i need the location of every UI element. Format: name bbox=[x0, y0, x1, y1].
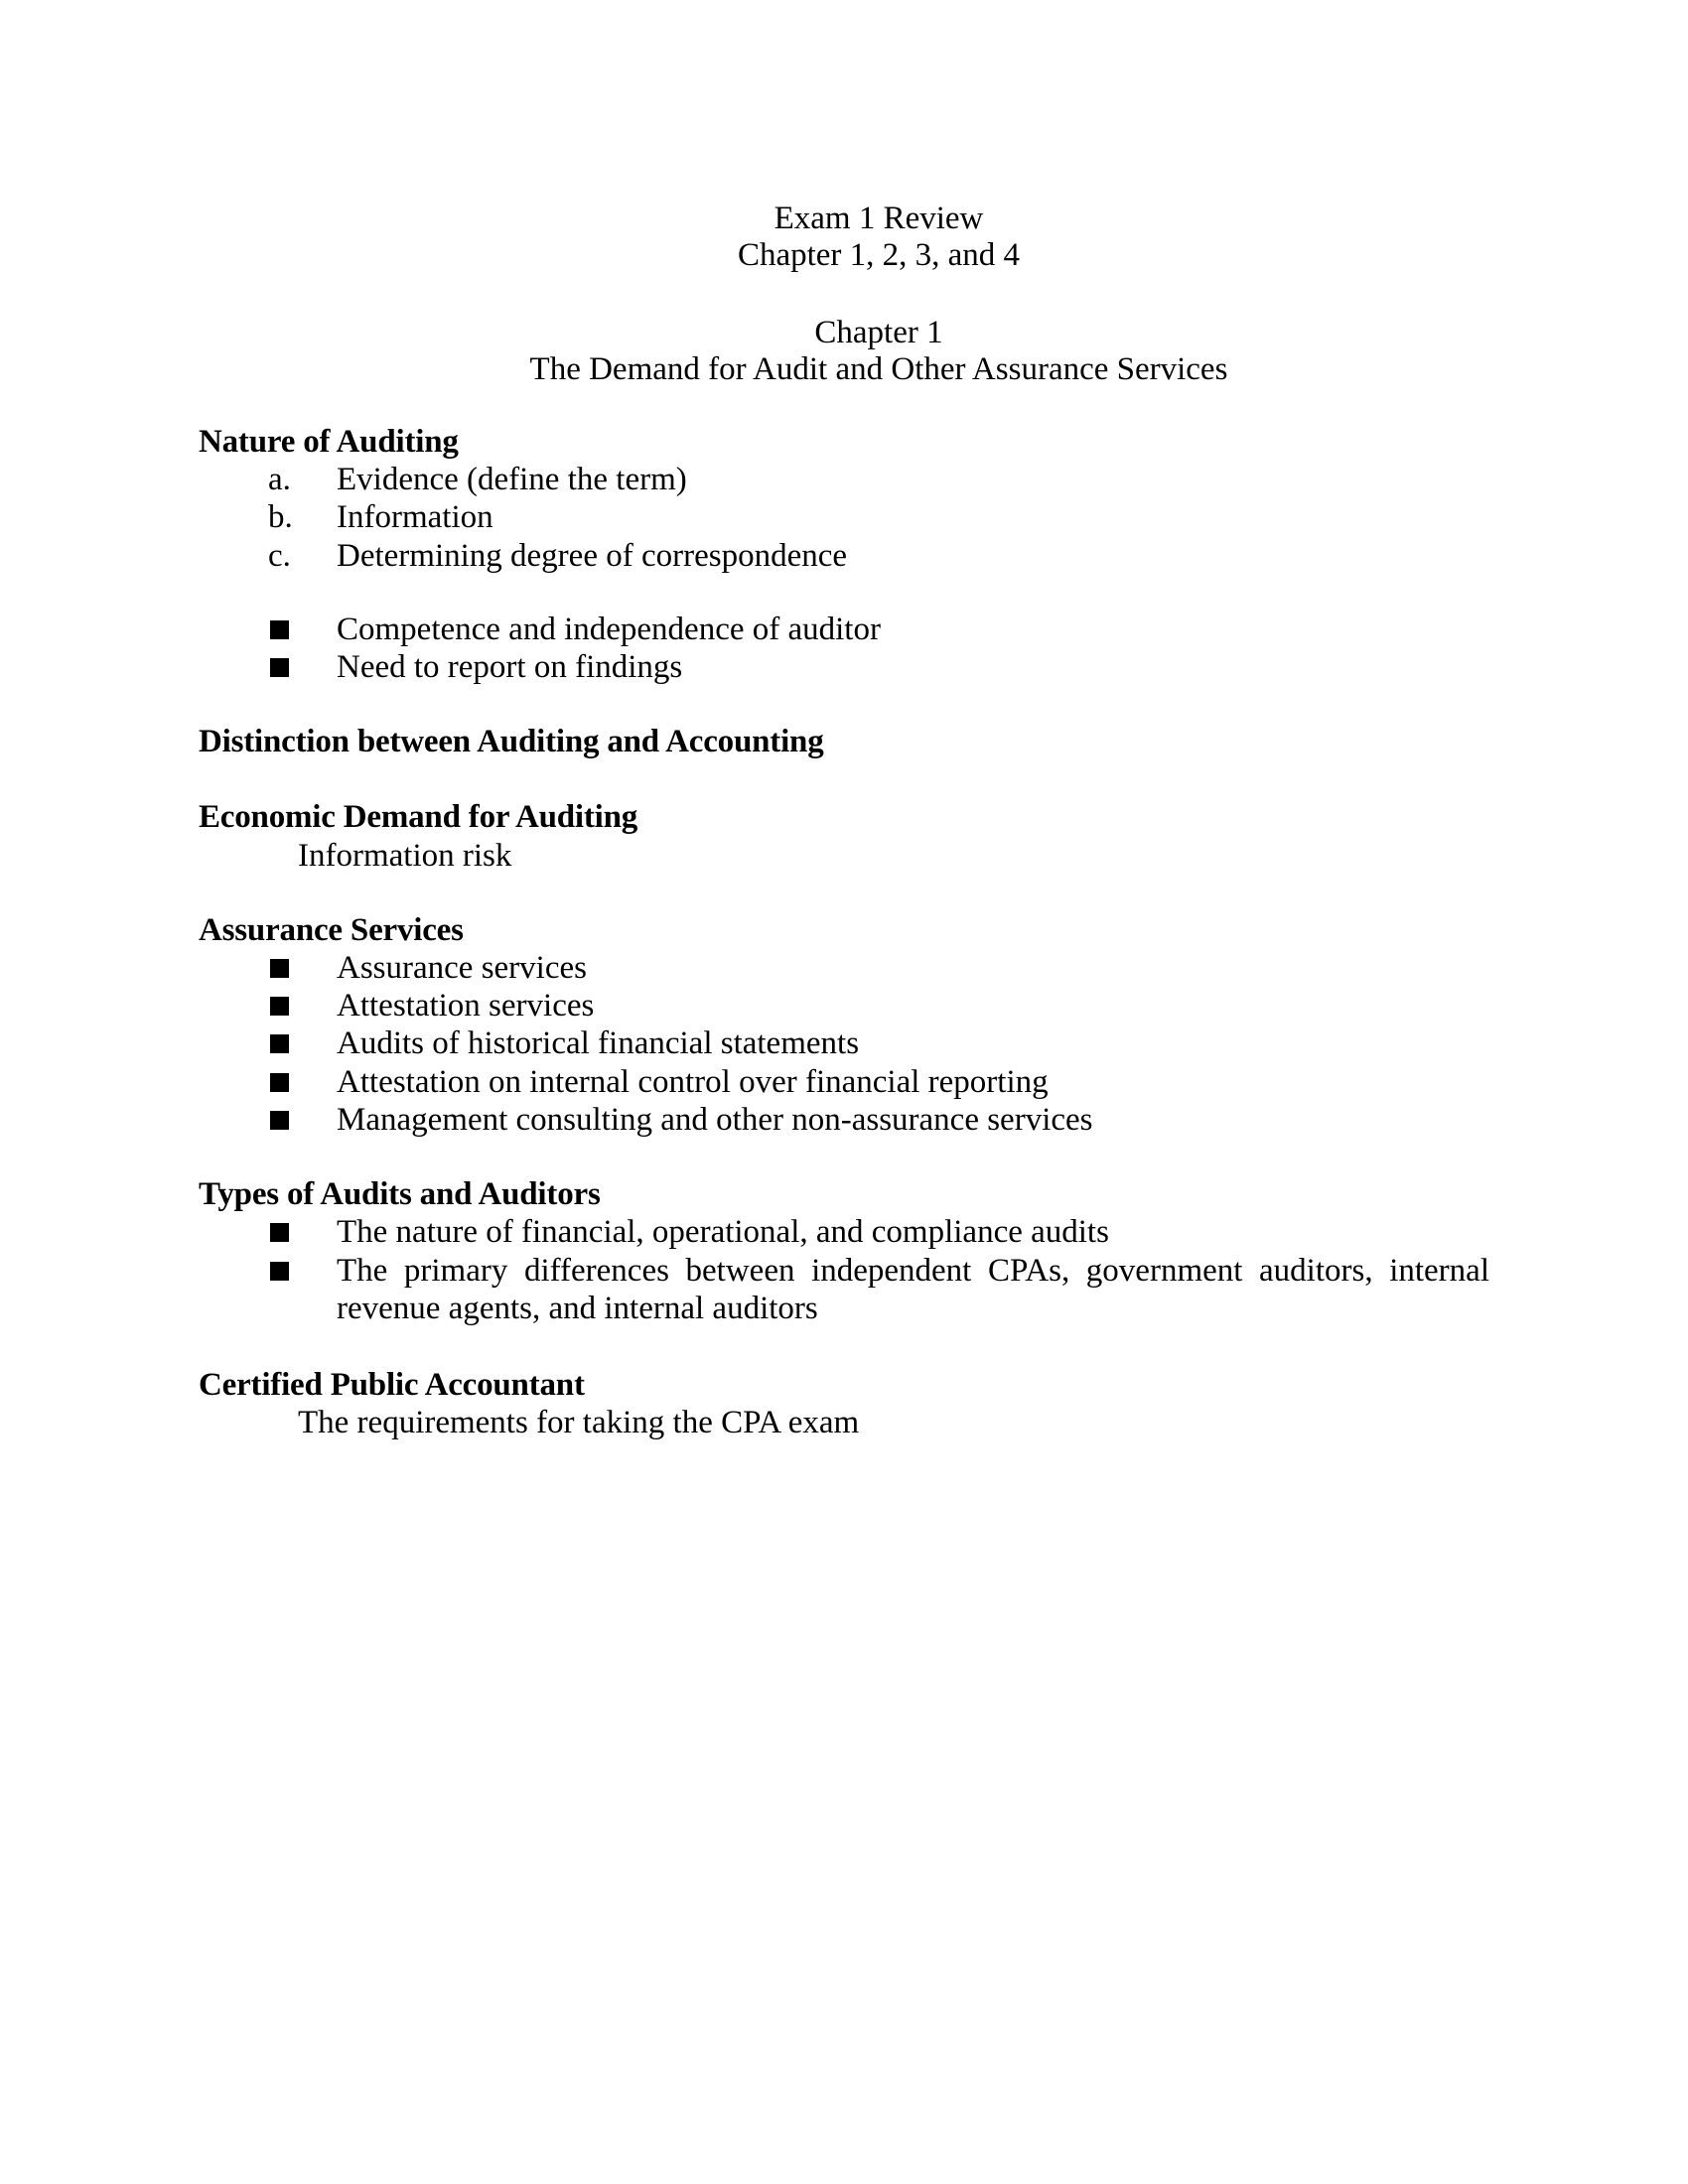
list-item-historical-audits: Audits of historical financial statements bbox=[337, 1025, 860, 1061]
list-item-evidence: Evidence (define the term) bbox=[337, 462, 687, 497]
square-bullet-icon bbox=[270, 1073, 289, 1092]
section-heading-cpa: Certified Public Accountant bbox=[199, 1367, 585, 1403]
section-heading-types-of-audits: Types of Audits and Auditors bbox=[199, 1176, 601, 1212]
section-heading-assurance-services: Assurance Services bbox=[199, 912, 464, 948]
chapter-label: Chapter 1 bbox=[814, 315, 943, 350]
section-heading-distinction: Distinction between Auditing and Accounting bbox=[199, 724, 824, 759]
information-risk-text: Information risk bbox=[298, 838, 512, 874]
list-marker-c: c. bbox=[268, 538, 291, 574]
list-item-primary-differences-continued: revenue agents, and internal auditors bbox=[337, 1291, 818, 1326]
cpa-requirements-text: The requirements for taking the CPA exam bbox=[298, 1405, 860, 1440]
list-item-internal-control: Attestation on internal control over financial reporting bbox=[337, 1064, 1049, 1100]
square-bullet-icon bbox=[270, 997, 289, 1016]
chapter-title: The Demand for Audit and Other Assurance Services bbox=[529, 351, 1228, 387]
section-heading-nature-of-auditing: Nature of Auditing bbox=[199, 424, 459, 460]
list-item-assurance-services: Assurance services bbox=[337, 950, 587, 986]
square-bullet-icon bbox=[270, 959, 289, 978]
section-heading-economic-demand: Economic Demand for Auditing bbox=[199, 799, 638, 835]
square-bullet-icon bbox=[270, 1262, 289, 1281]
list-item-nature-of-audits: The nature of financial, operational, and compliance audits bbox=[337, 1214, 1109, 1250]
document-title: Exam 1 Review bbox=[774, 201, 984, 236]
list-item-information: Information bbox=[337, 499, 493, 535]
list-item-management-consulting: Management consulting and other non-assurance services bbox=[337, 1102, 1093, 1138]
list-item-attestation-services: Attestation services bbox=[337, 988, 595, 1024]
square-bullet-icon bbox=[270, 1034, 289, 1053]
square-bullet-icon bbox=[270, 1223, 289, 1242]
document-subtitle: Chapter 1, 2, 3, and 4 bbox=[737, 237, 1021, 273]
list-item-competence: Competence and independence of auditor bbox=[337, 612, 881, 647]
square-bullet-icon bbox=[270, 1111, 289, 1130]
list-item-primary-differences: The primary differences between independent CPAs, government auditors, internal bbox=[337, 1253, 1489, 1289]
list-marker-a: a. bbox=[268, 462, 291, 497]
list-item-report-findings: Need to report on findings bbox=[337, 649, 683, 685]
list-marker-b: b. bbox=[268, 499, 293, 535]
square-bullet-icon bbox=[270, 658, 289, 677]
square-bullet-icon bbox=[270, 620, 289, 639]
list-item-correspondence: Determining degree of correspondence bbox=[337, 538, 848, 574]
